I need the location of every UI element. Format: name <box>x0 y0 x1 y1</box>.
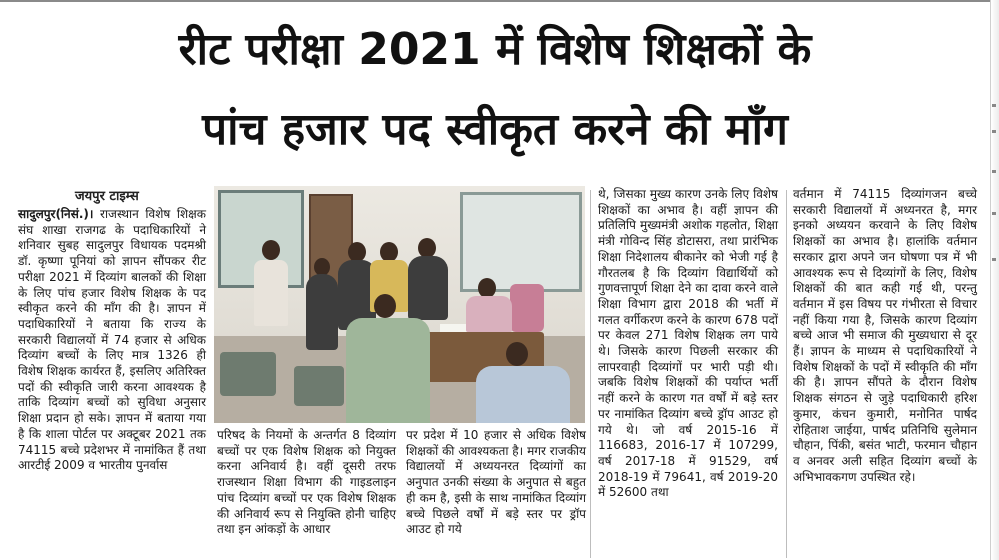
top-border <box>0 0 999 2</box>
photo-person <box>380 242 398 262</box>
photo-person <box>466 296 512 332</box>
photo-person <box>262 240 280 260</box>
edge-mark <box>992 258 996 261</box>
photo-person <box>476 366 570 423</box>
edge-mark <box>992 130 996 133</box>
byline: जयपुर टाइम्स <box>75 189 139 204</box>
column-divider <box>786 190 787 558</box>
edge-mark <box>992 212 996 215</box>
article-column-5: वर्तमान में 74115 दिव्यांगजन बच्चे सरकारी विद्यालयों में अध्यनरत है, मगर इनको अध्ययन करवाने के लिए विशेष शिक्षकों का अभाव है। हालांकि वर्तमान सरकार द्वारा अपने जन घोषणा पत्र में भी आवश्यक रूप से दिव्यांगों के लिए, विशेष शिक्षकों की बात कही गई थी, परन्तु वर्तमान में इस विषय पर गंभीरता से विचार नहीं किया गया है, जिसके कारण दिव्यांग बच्चे आज भी समाज की मुख्यधारा से दूर हैं। ज्ञापन के माध्यम से पदाधिकारियों ने विशेष शिक्षकों के पदों में स्वीकृति की माँग की है। ज्ञापन सौंपते के दौरान विशेष शिक्षक संगठन से जुड़े पदाधिकारी हरिश कुमार, कंचन कुमारी, मनोनित पार्षद रोहिताश जाईया, पार्षद प्रतिनिधि सुलेमान चौहान, पिंकी, बसंत भाटी, फरमान चौहान व अनवर अली सहित दिव्यांग बच्चों के अभिभावकगण उपस्थित रहे। <box>793 187 977 484</box>
photo-person <box>306 274 338 350</box>
photo-chair <box>510 284 544 332</box>
photo-person <box>346 318 430 423</box>
article-column-4: थे, जिसका मुख्य कारण उनके लिए विशेष शिक्षकों का अभाव है। वहीं ज्ञापन की प्रतिलिपि मुख्यमंत्री अशोक गहलोत, शिक्षा मंत्री गोविन्द सिंह डोटासरा, तथा प्रारंभिक शिक्षा निदेशालय बीकानेर को भेजी गई है गौरतलब है कि दिव्यांग विद्यार्थियों को गुणवत्तापूर्ण शिक्षा देने का दावा करने वाले शिक्षा विभाग द्वारा 2018 की भर्ती में गलत वर्गीकरण करने के कारण 678 पदों पर केवल 271 विशेष शिक्षक लग पाये थे। जिसके कारण पिछली सरकार की लापरवाही दिव्यांगों पर भारी पड़ी थी। जबकि विशेष शिक्षकों की पर्याप्त भर्ती नहीं करने के कारण गत वर्षों में बड़े स्तर पर नामांकित दिव्यांग बच्चे ड्रॉप आउट हो गये थे। जो वर्ष 2015-16 में 116683, 2016-17 में 107299, वर्ष 2017-18 में 91529, वर्ष 2018-19 में 79641, वर्ष 2019-20 में 52600 तथा <box>598 187 778 500</box>
photo-chair <box>294 366 344 406</box>
article-column-3: पर प्रदेश में 10 हजार से अधिक विशेष शिक्षकों की आवश्यकता है। मगर राजकीय विद्यालयों में अध्ययनरत दिव्यांगों का अनुपात उनकी संख्या के अनुपात से बहुत ही कम है, इसी के साथ नामांकित दिव्यांग बच्चे पिछले वर्षों में बड़े स्तर पर ड्रॉप आउट हो गये <box>406 428 586 537</box>
photo-chair <box>220 352 276 396</box>
headline-line-2: पांच हजार पद स्वीकृत करने की माँग <box>202 104 788 155</box>
adjacent-page-edge <box>990 0 999 560</box>
article-column-2: परिषद के नियमों के अन्तर्गत 8 दिव्यांग बच्चों पर एक विशेष शिक्षक को नियुक्त करना अनिवार्य है। वहीं दूसरी तरफ राजस्थान शिक्षा विभाग की गाइडलाइन पांच दिव्यांग बच्चों पर एक विशेष शिक्षक की अनिवार्य रूप से नियुक्ति होनी चाहिए तथा इन आंकड़ों के आधार <box>217 428 396 537</box>
headline-line-1: रीट परीक्षा 2021 में विशेष शिक्षकों के <box>178 24 812 75</box>
edge-mark <box>992 170 996 173</box>
column-1-text: राजस्थान विशेष शिक्षक संघ शाखा राजगढ के पदाधिकारियों ने शनिवार सुबह सादुलपुर विधायक पदमश्री डॉ. कृष्णा पूनियां को ज्ञापन सौंपकर रीट परीक्षा 2021 में दिव्यांग बालकों की शिक्षा के लिए पांच हजार विशेष शिक्षक के पद स्वीकृत करने की माँग की है। ज्ञापन में पदाधिकारियों ने बताया कि राज्य के सरकारी विद्यालयों में 74 हजार से अधिक दिव्यांग बच्चों के लिए मात्र 1326 ही विशेष शिक्षक कार्यरत हैं, इसलिए अतिरिक्त पदों की स्वीकृति जारी करना आवश्यक है ताकि दिव्यांग बच्चों को सुविधा अनुसार शिक्षा प्रदान हो सके। ज्ञापन में बताया गया है कि शाला पोर्टल पर अक्टूबर 2021 तक 74115 बच्चे प्रदेशभर में नामांकित हैं तथा आरटीई 2009 व भारतीय पुनर्वास <box>18 207 206 473</box>
photo-person <box>506 342 528 366</box>
photo-person <box>408 256 448 320</box>
photo-person <box>478 278 496 298</box>
photo-person <box>254 260 288 326</box>
photo-window-right <box>460 192 582 292</box>
photo-person <box>374 294 396 318</box>
news-photo <box>214 186 585 423</box>
article-column-1 <box>18 207 206 555</box>
dateline: सादुलपुर(निसं.)। <box>18 207 94 221</box>
photo-person <box>348 242 366 262</box>
edge-mark <box>992 104 996 107</box>
column-divider <box>590 190 591 558</box>
photo-person <box>418 238 436 258</box>
